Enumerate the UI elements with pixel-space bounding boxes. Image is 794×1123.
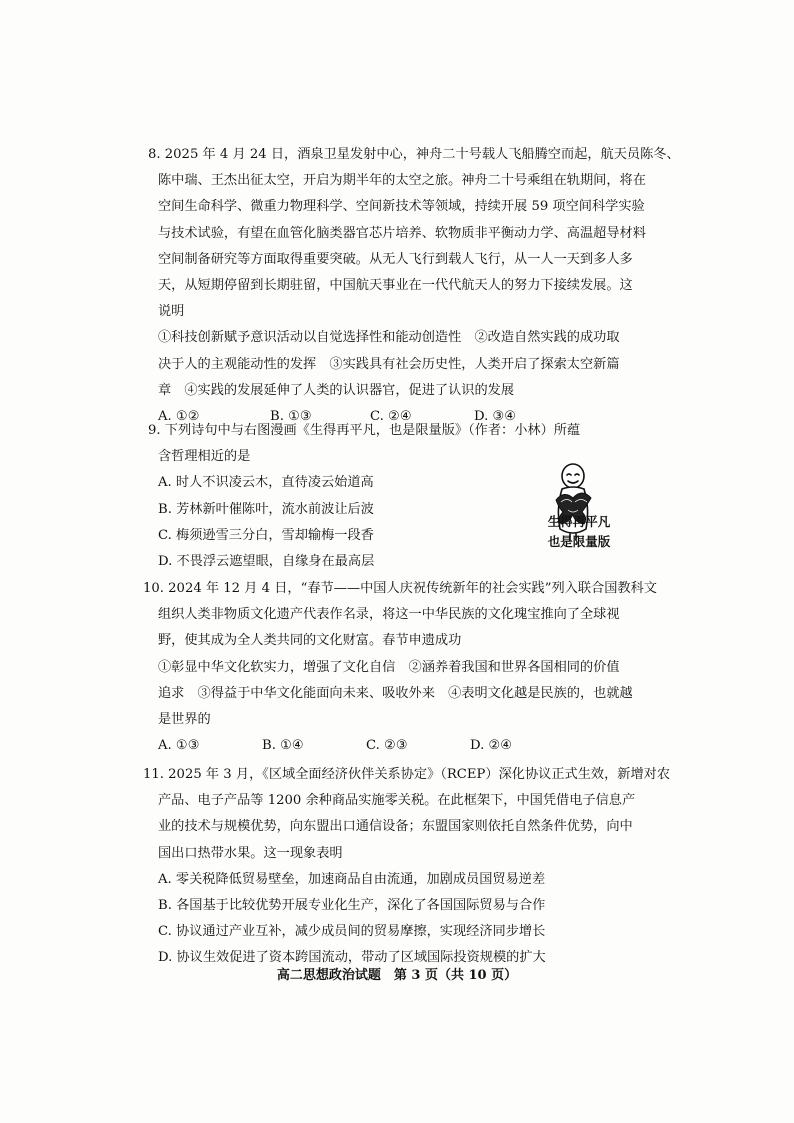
q10-option-a: A. ①③	[158, 738, 200, 754]
q10-statement-line: 是世界的	[158, 711, 211, 727]
q10-statement-line: ①彰显中华文化软实力，增强了文化自信 ②涵养着我国和世界各国相同的价值	[158, 659, 620, 675]
page-footer: 高二思想政治试题 第 3 页（共 10 页）	[276, 968, 518, 983]
q10-option-d: D. ②④	[470, 738, 513, 754]
caption-line-1: 生得再平凡	[547, 514, 611, 529]
q10-option-b: B. ①④	[262, 738, 304, 754]
q8-line: 陈中瑞、王杰出征太空，开启为期半年的太空之旅。神舟二十号乘组在轨期间，将在	[158, 173, 646, 189]
q8-option-c: C. ②④	[370, 408, 412, 424]
q11-line: 产品、电子产品等 1200 余种商品实施零关税。在此框架下，中国凭借电子信息产	[158, 793, 636, 809]
q11-line: 业的技术与规模优势，向东盟出口通信设备；东盟国家则依托自然条件优势，向中	[158, 819, 633, 835]
q9-line: 含哲理相近的是	[158, 449, 251, 465]
q9-option-a: A. 时人不识凌云木，直待凌云始道高	[158, 475, 374, 491]
q10-line: 10. 2024 年 12 月 4 日，“春节——中国人庆祝传统新年的社会实践”列入联合国教科文	[143, 581, 657, 596]
question-8	[148, 142, 680, 430]
q8-line: 空间生命科学、微重力物理科学、空间新技术等领域，持续开展 59 项空间科学实验	[158, 199, 645, 215]
q9-option-c: C. 梅须逊雪三分白，雪却输梅一段香	[158, 527, 374, 543]
question-10	[143, 576, 657, 759]
q8-option-d: D. ③④	[474, 408, 517, 424]
q8-option-b: B. ①③	[270, 408, 312, 424]
q8-line: 空间制备研究等方面取得重要突破。从无人飞行到载人飞行，从一人一天到多人多	[158, 251, 633, 267]
q11-option-b: B. 各国基于比较优势开展专业化生产，深化了各国国际贸易与合作	[158, 897, 546, 913]
q9-option-b: B. 芳林新叶催陈叶，流水前波让后波	[158, 501, 374, 517]
q11-option-a: A. 零关税降低贸易壁垒，加速商品自由流通，加剧成员国贸易逆差	[158, 871, 546, 887]
q9-line: 9. 下列诗句中与右图漫画《生得再平凡，也是限量版》（作者：小林）所蕴	[148, 423, 581, 438]
q10-option-c: C. ②③	[366, 738, 408, 754]
q11-option-d: D. 协议生效促进了资本跨国流动，带动了区域国际投资规模的扩大	[158, 950, 546, 966]
q8-option-a: A. ①②	[158, 408, 200, 424]
caption-line-2: 也是限量版	[547, 534, 611, 549]
q8-line: 与技术试验，有望在血管化脑类器官芯片培养、软物质非平衡动力学、高温超导材料	[158, 225, 646, 241]
q11-line: 国出口热带水果。这一现象表明	[158, 845, 343, 861]
q8-line: 天，从短期停留到长期驻留，中国航天事业在一代代航天人的努力下接续发展。这	[158, 277, 633, 293]
question-11	[143, 762, 671, 972]
q11-line: 11. 2025 年 3 月，《区域全面经济伙伴关系协定》（RCEP）深化协议正式生效，新增对农	[143, 767, 671, 782]
q8-statement-line: 章 ④实践的发展延伸了人类的认识器官，促进了认识的发展	[158, 382, 515, 398]
cartoon-caption	[538, 512, 620, 552]
question-9	[148, 418, 581, 575]
q10-line: 组织人类非物质文化遗产代表作名录，将这一中华民族的文化瑰宝推向了全球视	[158, 607, 620, 623]
q8-statement-line: ①科技创新赋予意识活动以自觉选择性和能动创造性 ②改造自然实践的成功取	[158, 330, 620, 346]
q11-option-c: C. 协议通过产业互补，减少成员间的贸易摩擦，实现经济同步增长	[158, 924, 546, 940]
q8-statement-line: 决于人的主观能动性的发挥 ③实践具有社会历史性，人类开启了探索太空新篇	[158, 356, 620, 372]
q8-line: 8. 2025 年 4 月 24 日，酒泉卫星发射中心，神舟二十号载人飞船腾空而起，航天员陈冬、	[148, 147, 680, 162]
q10-line: 野，使其成为全人类共同的文化财富。春节申遗成功	[158, 633, 462, 649]
q9-option-d: D. 不畏浮云遮望眼，自缘身在最高层	[158, 553, 375, 569]
q10-statement-line: 追求 ③得益于中华文化能面向未来、吸收外来 ④表明文化越是民族的，也就越	[158, 685, 633, 701]
q8-line: 说明	[158, 304, 185, 320]
q10-options	[148, 733, 620, 759]
